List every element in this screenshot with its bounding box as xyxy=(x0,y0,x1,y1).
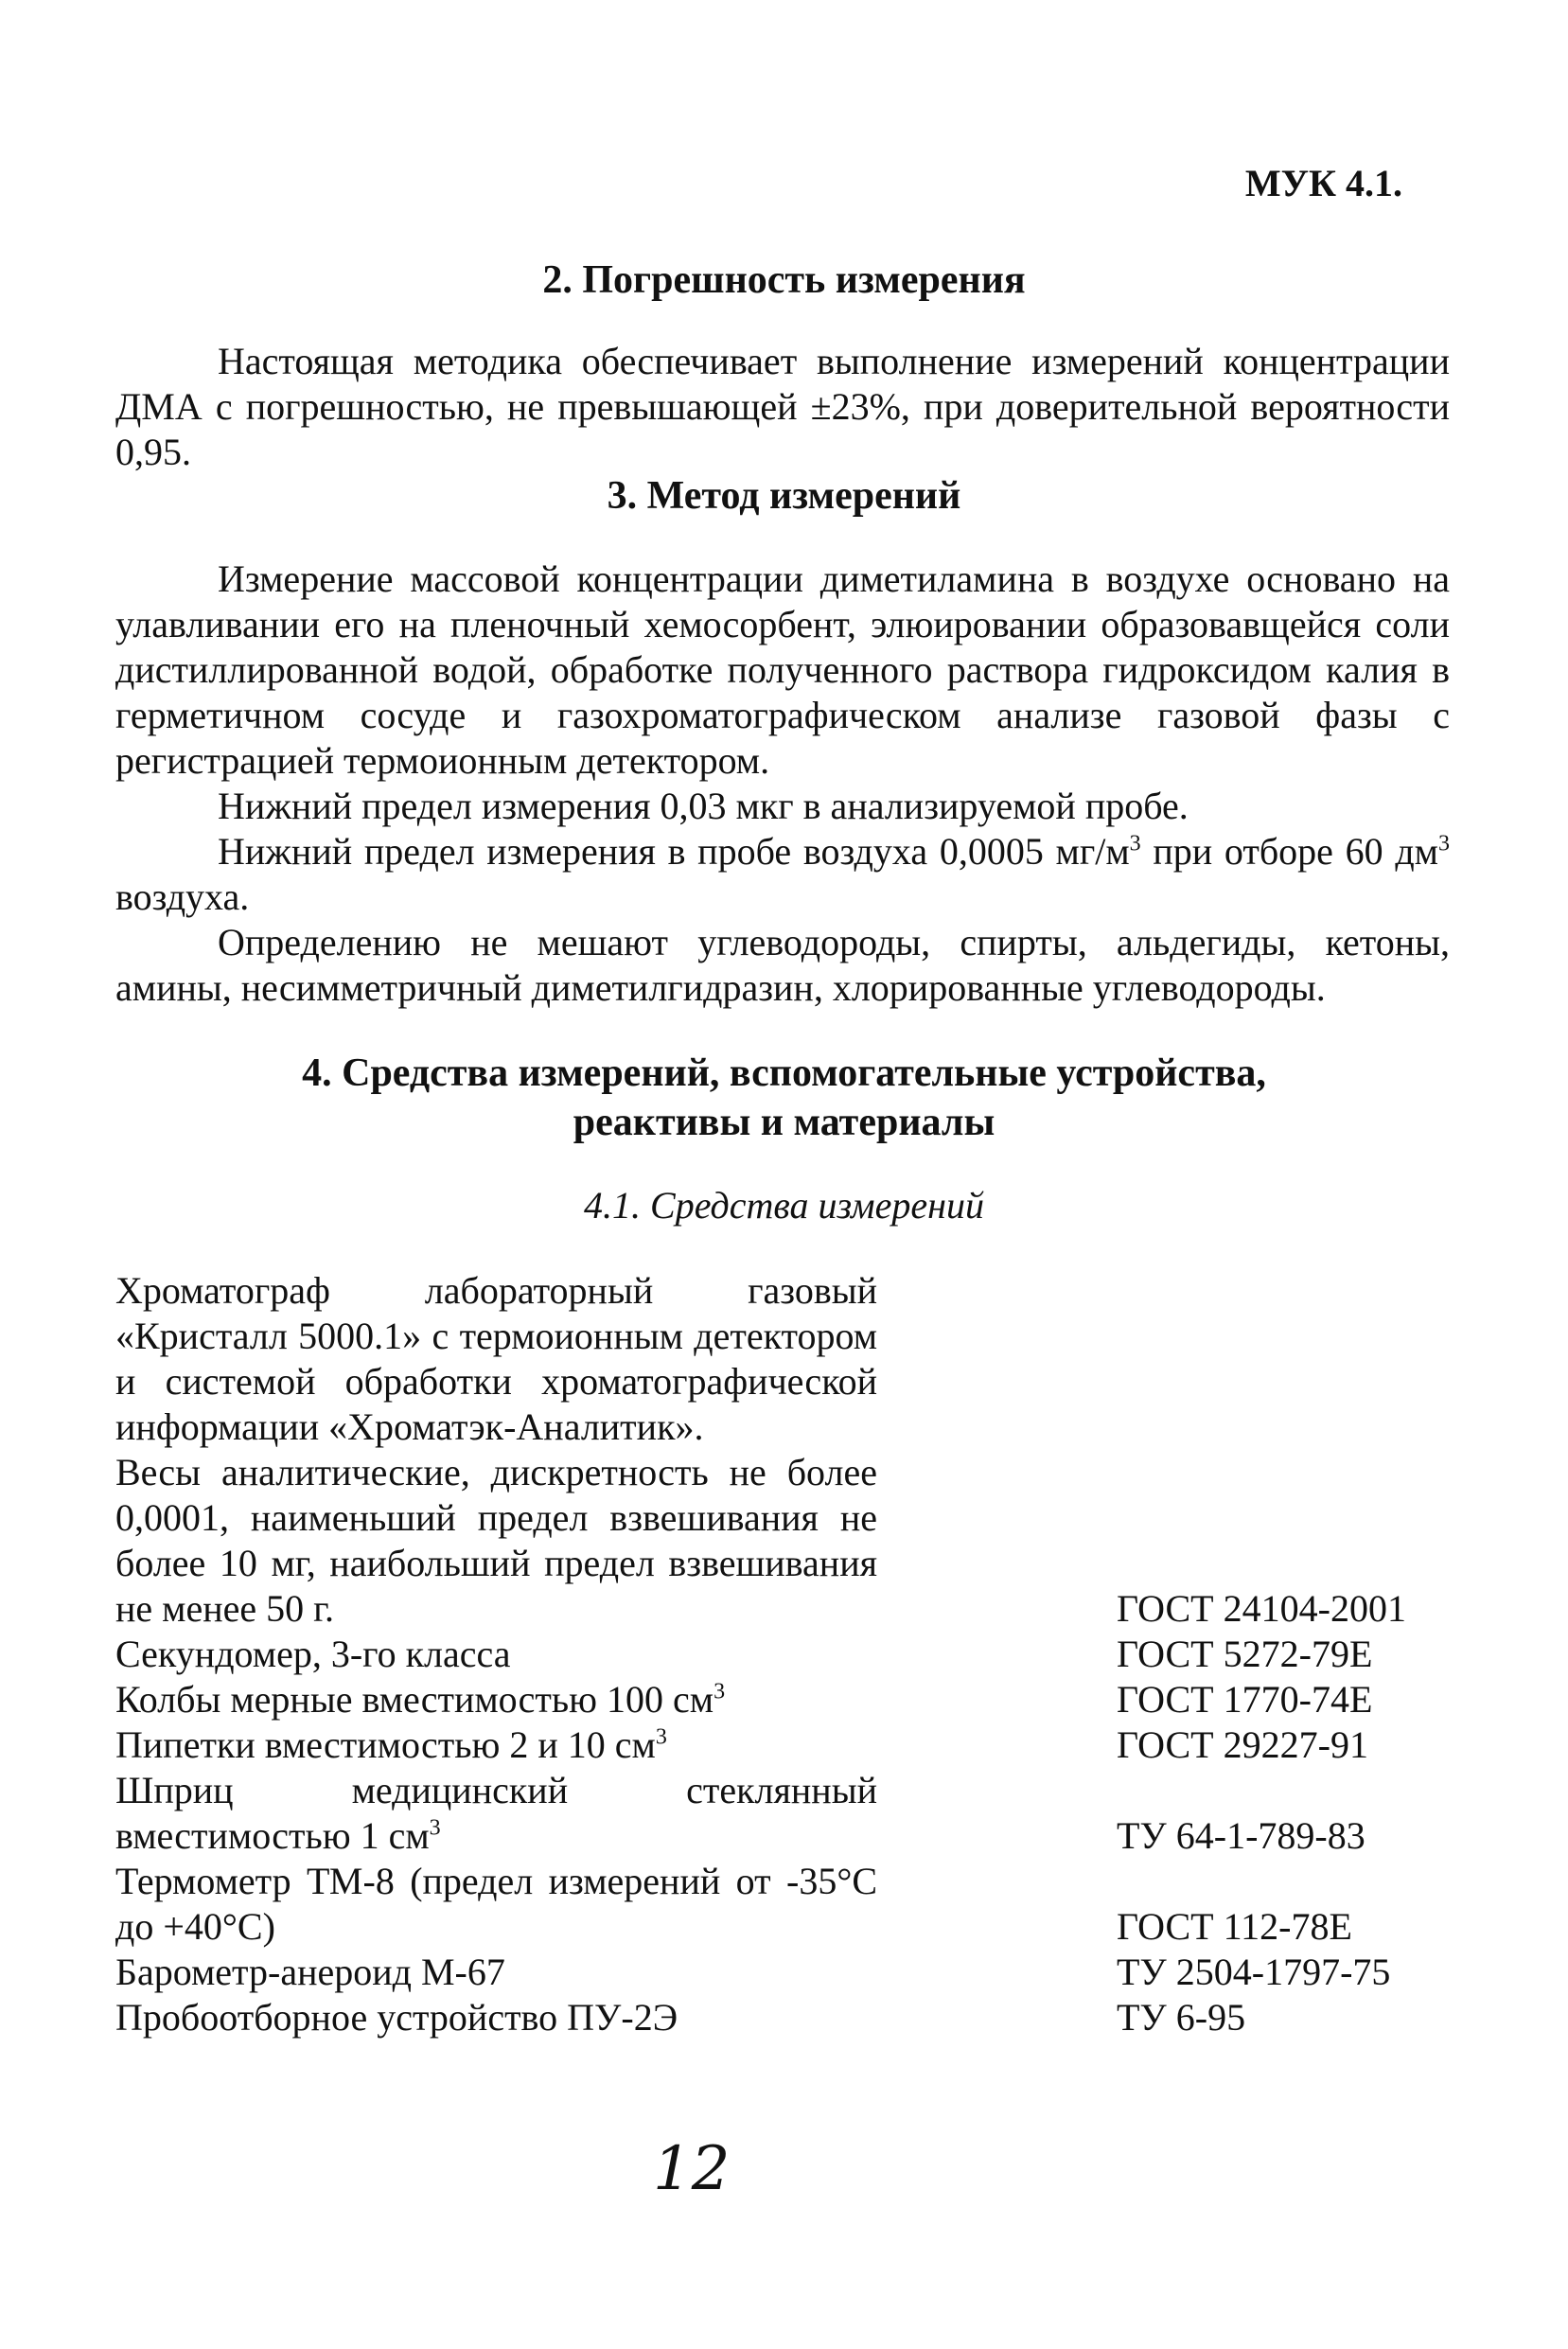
equipment-item: Пробоотборное устройство ПУ-2Э xyxy=(115,1996,678,2039)
section-4-1-subtitle: 4.1. Средства измерений xyxy=(584,1184,984,1227)
equipment-item: Пипетки вместимостью 2 и 10 $см^3$ xyxy=(115,1723,667,1766)
section-3-paragraph-2: Нижний предел измерения 0,03 мкг в анализируемой пробе. xyxy=(218,785,1189,827)
standard-reference: ТУ 64-1-789-83 xyxy=(1117,1814,1365,1857)
section-3-paragraph-3: Нижний предел измерения в пробе воздуха 0,0005 $мг/м^3$ при отборе 60 $дм^3$ воздуха. xyxy=(115,830,1450,918)
standard-reference: ГОСТ 29227-91 xyxy=(1117,1723,1368,1766)
section-3-paragraph-4: Определению не мешают углеводороды, спирты, альдегиды, кетоны, амины, несимметричный диметилгидразин, хлорированные углеводороды. xyxy=(115,921,1450,1009)
equipment-item: Колбы мерные вместимостью 100 $см^3$ xyxy=(115,1678,726,1721)
equipment-item: Хроматограф лабораторный газовый «Кристалл 5000.1» с термоионным детектором и системой обработки хроматографической информации «Хроматэк-Аналитик». xyxy=(115,1269,877,1448)
section-4-title: 4. Средства измерений, вспомогательные устройства, реактивы и материалы xyxy=(302,1051,1266,1144)
equipment-item: Термометр ТМ-8 (предел измерений от -35°С до +40°С) xyxy=(115,1860,877,1948)
document-code: МУК 4.1. xyxy=(1244,162,1402,204)
equipment-item: Весы аналитические, дискретность не более 0,0001, наименьший предел взвешивания не более 10 мг, наибольший предел взвешивания не менее 50 г. xyxy=(115,1451,877,1630)
standard-reference: ТУ 6-95 xyxy=(1117,1996,1246,2039)
standard-reference: ТУ 2504-1797-75 xyxy=(1117,1951,1391,1993)
section-3-paragraph-1: Измерение массовой концентрации диметиламина в воздухе основано на улавливании его на пленочный хемосорбент, элюировании образовавщейся соли дистиллированной водой, обработке полученного раствора гидроксидом калия в герметичном сосуде и газохроматографическом анализе газовой фазы с регистрацией термоионным детектором. xyxy=(115,557,1450,782)
equipment-item: Шприц медицинский стеклянный вместимостью 1 $см^3$ xyxy=(115,1769,877,1857)
standard-reference: ГОСТ 24104-2001 xyxy=(1117,1587,1406,1630)
equipment-item: Барометр-анероид М-67 xyxy=(115,1951,505,1993)
standard-reference: ГОСТ 112-78Е xyxy=(1117,1905,1352,1948)
section-2-paragraph: Настоящая методика обеспечивает выполнение измерений концентрации ДМА с погрешностью, не превышающей ±23%, при доверительной вероятности 0,95. xyxy=(115,340,1450,473)
section-3-title: 3. Метод измерений xyxy=(607,474,961,518)
equipment-item: Секундомер, 3-го класса xyxy=(115,1633,511,1675)
standard-reference: ГОСТ 5272-79Е xyxy=(1117,1633,1373,1675)
standard-reference: ГОСТ 1770-74Е xyxy=(1117,1678,1373,1721)
section-2-title: 2. Погрешность измерения xyxy=(542,258,1026,302)
page-number: 12 xyxy=(653,2134,731,2204)
